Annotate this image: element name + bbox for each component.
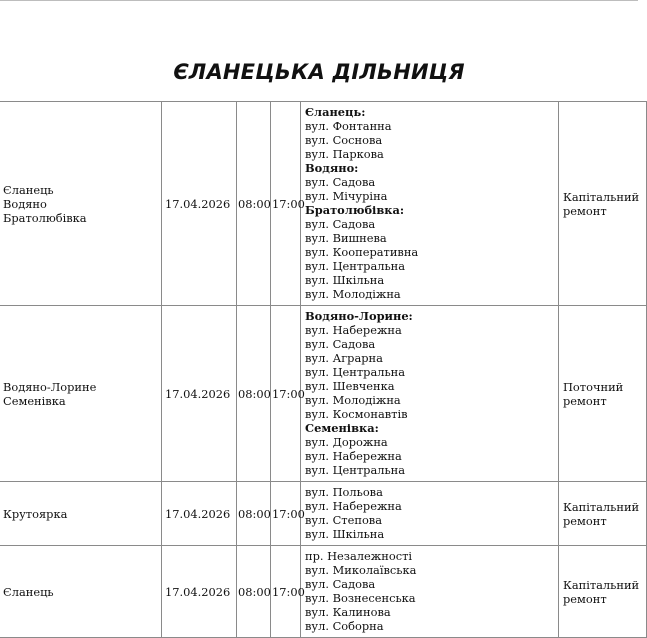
street-name: вул. Вишнева — [305, 231, 387, 245]
date-cell: 17.04.2026 — [162, 102, 237, 306]
start-time-cell: 08:00 — [237, 482, 271, 546]
locality-cell — [0, 102, 162, 306]
top-border-line — [0, 0, 638, 1]
streets-cell — [301, 482, 559, 546]
street-name: вул. Космонавтів — [305, 407, 408, 421]
work-type-text: Капітальний — [563, 577, 640, 592]
outage-schedule-table — [0, 101, 647, 638]
locality-name: Єланець — [3, 182, 54, 197]
table-row — [0, 306, 647, 482]
streets-cell — [301, 546, 559, 638]
streets-cell — [301, 102, 559, 306]
street-name: вул. Дорожна — [305, 435, 388, 449]
street-name: вул. Центральна — [305, 259, 406, 273]
street-name: вул. Миколаївська — [305, 563, 417, 577]
table-body — [0, 102, 647, 638]
work-type-cell — [559, 102, 647, 306]
street-name: вул. Соснова — [305, 133, 383, 147]
work-type-cell — [559, 306, 647, 482]
locality-name: Крутоярка — [3, 506, 68, 521]
table-row — [0, 546, 647, 638]
street-name: вул. Шкільна — [305, 273, 385, 287]
locality-name: Водяно — [3, 196, 47, 211]
work-type-text: ремонт — [563, 203, 607, 218]
street-name: вул. Садова — [305, 175, 376, 189]
street-name: вул. Соборна — [305, 619, 384, 633]
street-name: вул. Шкільна — [305, 527, 385, 541]
street-name: вул. Мічуріна — [305, 189, 388, 203]
page-title: ЄЛАНЕЦЬКА ДІЛЬНИЦЯ — [173, 60, 465, 84]
start-time-cell: 08:00 — [237, 102, 271, 306]
date-cell: 17.04.2026 — [162, 546, 237, 638]
streets-cell — [301, 306, 559, 482]
work-type-cell — [559, 546, 647, 638]
street-name: вул. Садова — [305, 337, 376, 351]
work-type-text: Капітальний — [563, 499, 640, 514]
date-cell: 17.04.2026 — [162, 482, 237, 546]
locality-name: Семенівка — [3, 393, 66, 408]
street-name: вул. Набережна — [305, 323, 402, 337]
locality-cell — [0, 306, 162, 482]
street-name: вул. Аграрна — [305, 351, 383, 365]
work-type-text: ремонт — [563, 393, 607, 408]
locality-name: Єланець — [3, 584, 54, 599]
street-name: вул. Центральна — [305, 463, 406, 477]
locality-cell — [0, 546, 162, 638]
street-name: вул. Паркова — [305, 147, 384, 161]
settlement-header: Водяно: — [305, 161, 359, 175]
work-type-text: ремонт — [563, 513, 607, 528]
start-time-cell: 08:00 — [237, 546, 271, 638]
street-name: вул. Фонтанна — [305, 119, 392, 133]
work-type-text: Поточний — [563, 379, 624, 394]
street-name: вул. Калинова — [305, 605, 391, 619]
street-name: вул. Шевченка — [305, 379, 395, 393]
end-time-cell: 17:00 — [271, 102, 301, 306]
end-time-cell: 17:00 — [271, 482, 301, 546]
street-name: вул. Кооперативна — [305, 245, 419, 259]
street-name: вул. Набережна — [305, 449, 402, 463]
locality-name: Братолюбівка — [3, 210, 87, 225]
settlement-header: Братолюбівка: — [305, 203, 405, 217]
street-name: вул. Польова — [305, 485, 383, 499]
street-name: вул. Степова — [305, 513, 383, 527]
street-name: вул. Садова — [305, 217, 376, 231]
street-name: вул. Набережна — [305, 499, 402, 513]
settlement-header: Єланець: — [305, 105, 366, 119]
settlement-header: Водяно-Лорине: — [305, 309, 413, 323]
locality-cell — [0, 482, 162, 546]
street-name: вул. Садова — [305, 577, 376, 591]
locality-name: Водяно-Лорине — [3, 379, 97, 394]
end-time-cell: 17:00 — [271, 546, 301, 638]
street-name: пр. Незалежності — [305, 549, 413, 563]
table-row — [0, 482, 647, 546]
work-type-text: ремонт — [563, 591, 607, 606]
street-name: вул. Центральна — [305, 365, 406, 379]
end-time-cell: 17:00 — [271, 306, 301, 482]
work-type-text: Капітальний — [563, 189, 640, 204]
street-name: вул. Вознесенська — [305, 591, 416, 605]
street-name: вул. Молодіжна — [305, 287, 401, 301]
work-type-cell — [559, 482, 647, 546]
start-time-cell: 08:00 — [237, 306, 271, 482]
street-name: вул. Молодіжна — [305, 393, 401, 407]
date-cell: 17.04.2026 — [162, 306, 237, 482]
settlement-header: Семенівка: — [305, 421, 379, 435]
table-row — [0, 102, 647, 306]
